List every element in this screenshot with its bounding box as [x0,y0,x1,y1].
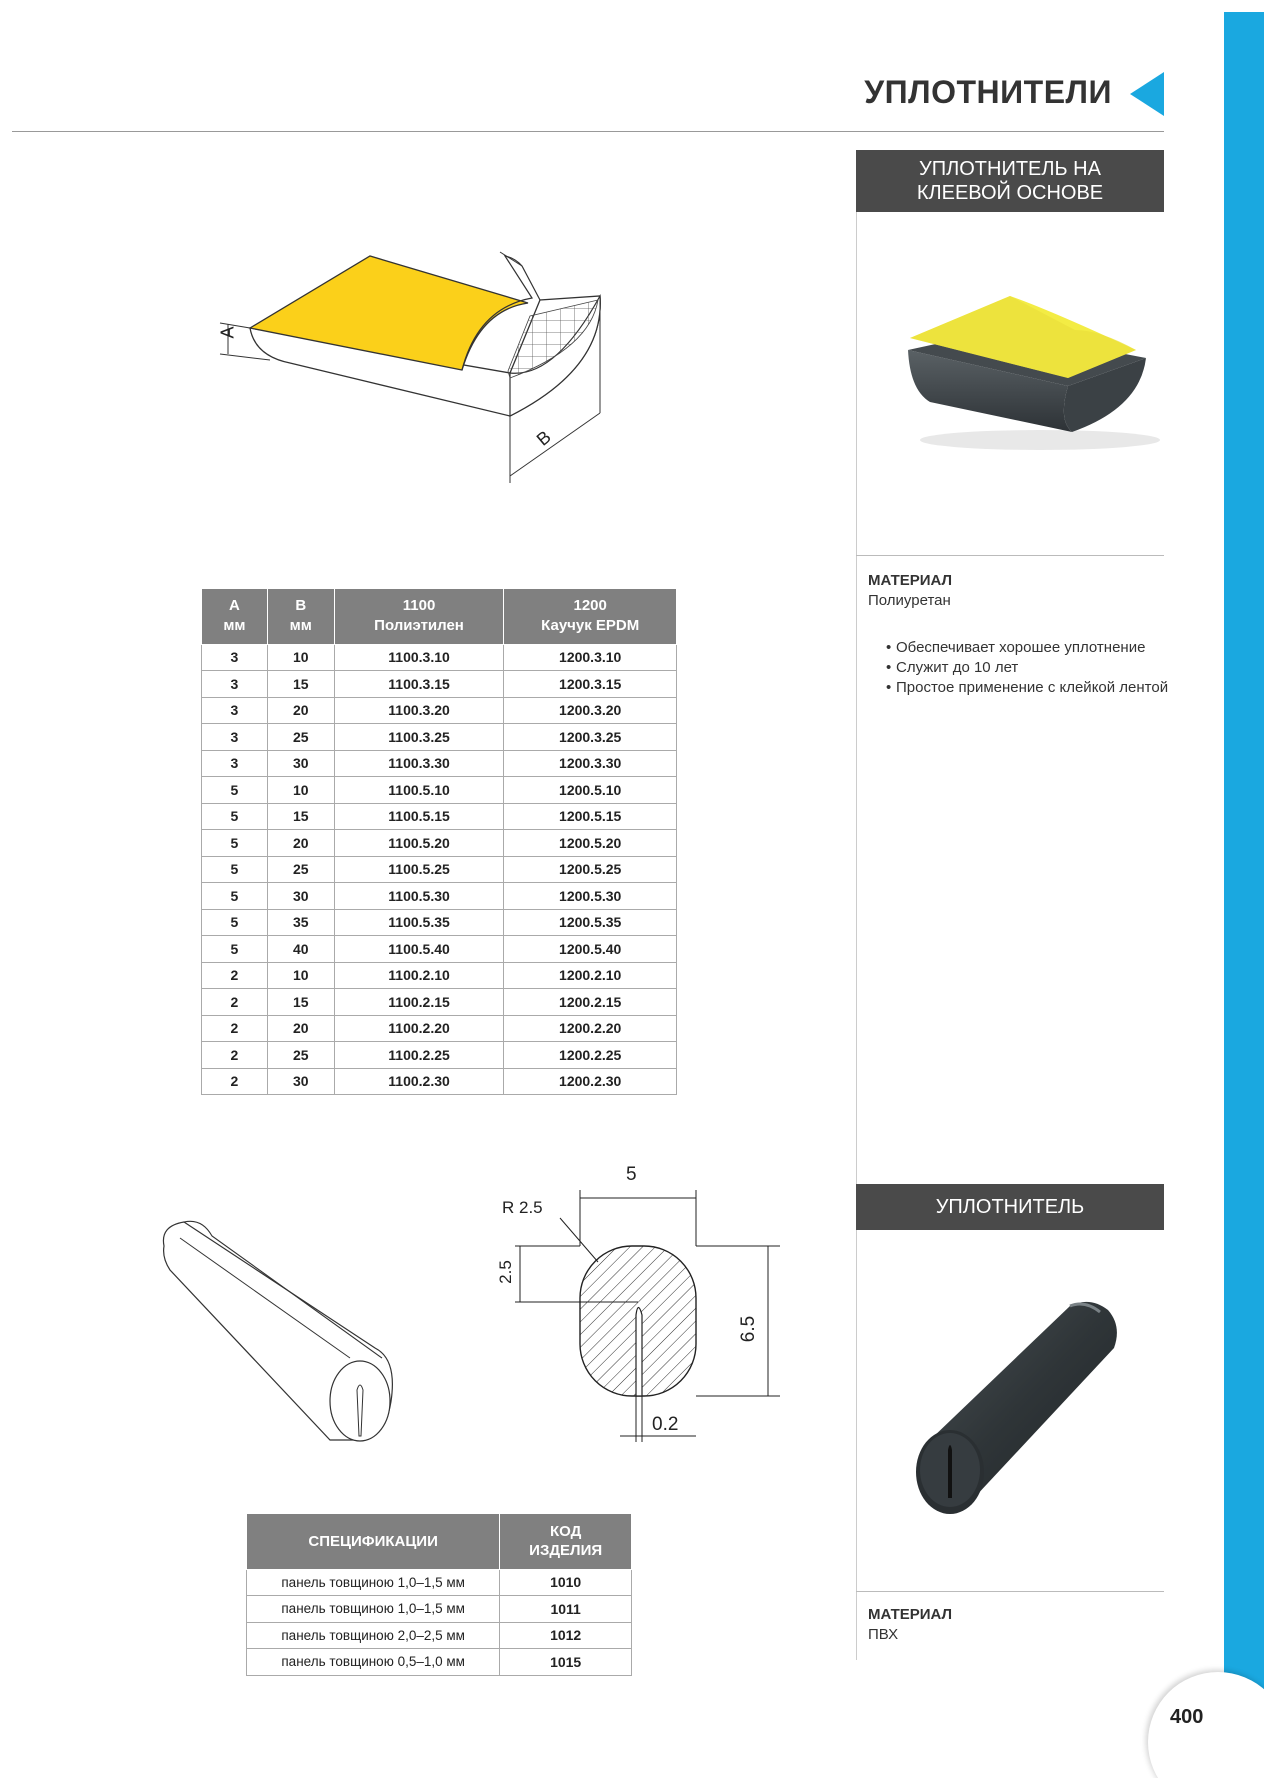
table-cell: 10 [267,644,334,671]
table-cell: 20 [267,830,334,857]
table-row [202,936,677,963]
spec-cell: панель товщиною 0,5–1,0 мм [247,1649,500,1676]
material-label: МАТЕРИАЛ [868,572,953,589]
dimension-a-label: A [217,326,238,339]
table-cell: 3 [202,724,268,751]
section-title-line: УПЛОТНИТЕЛЬ НА [919,158,1101,180]
section-title-line: УПЛОТНИТЕЛЬ [935,1196,1085,1218]
table-header-row [247,1514,632,1569]
table-cell: 3 [202,750,268,777]
table-cell: 1100.2.15 [334,989,504,1016]
header-line: мм [223,617,246,635]
profile-height-label: 6.5 [738,1315,760,1343]
sidebar-divider [856,555,1164,556]
table-header-row [202,589,677,644]
header-line: 1200 [573,597,607,615]
seal-size-table [201,589,677,1095]
table-cell: 1200.2.10 [504,962,677,989]
spec-cell: панель товщиною 1,0–1,5 мм [247,1569,500,1596]
column-header-code [500,1514,632,1569]
header-line: 1100 [402,597,436,615]
table-cell: 3 [202,671,268,698]
table-cell: 5 [202,856,268,883]
table-cell: 5 [202,777,268,804]
table-cell: 3 [202,644,268,671]
table-cell: 35 [267,909,334,936]
adhesive-seal-photo [900,290,1160,460]
table-cell: 30 [267,883,334,910]
profile-slot-depth-label: 2.5 [495,1260,515,1284]
table-cell: 1100.5.20 [334,830,504,857]
table-cell: 1200.3.20 [504,697,677,724]
table-cell: 2 [202,989,268,1016]
table-cell: 30 [267,750,334,777]
table-cell: 1200.5.25 [504,856,677,883]
column-header-1100 [334,589,504,644]
table-cell: 1100.3.15 [334,671,504,698]
table-cell: 5 [202,883,268,910]
material-label: МАТЕРИАЛ [868,1606,953,1623]
table-row [202,989,677,1016]
table-row [202,1015,677,1042]
table-row [202,830,677,857]
blue-edge-strip [1224,12,1264,1778]
table-cell: 1200.3.25 [504,724,677,751]
table-row [247,1569,632,1596]
column-header-a [202,589,268,644]
table-cell: 2 [202,1015,268,1042]
table-cell: 5 [202,830,268,857]
sidebar-divider [856,1591,1164,1592]
table-row [202,750,677,777]
table-cell: 3 [202,697,268,724]
table-cell: 20 [267,1015,334,1042]
product-code-cell: 1011 [500,1596,632,1623]
table-row [247,1649,632,1676]
product-code-cell: 1010 [500,1569,632,1596]
table-cell: 1100.5.35 [334,909,504,936]
column-header-b [267,589,334,644]
specification-table [246,1514,632,1676]
header-line: A [229,597,240,615]
header-line: СПЕЦИФИКАЦИИ [308,1532,438,1550]
table-cell: 1100.5.15 [334,803,504,830]
table-row [202,644,677,671]
edge-seal-drawing [150,1208,410,1468]
product-code-cell: 1012 [500,1622,632,1649]
feature-item: • Служит до 10 лет [886,658,1176,678]
table-cell: 1100.5.25 [334,856,504,883]
column-header-spec [247,1514,500,1569]
header-divider [12,131,1164,132]
table-cell: 1200.5.15 [504,803,677,830]
table-cell: 5 [202,803,268,830]
sidebar-section-title [856,150,1164,212]
table-cell: 1200.5.20 [504,830,677,857]
header-line: Полиэтилен [374,617,464,635]
edge-seal-photo [910,1290,1130,1530]
material-value: ПВХ [868,1626,899,1643]
adhesive-seal-drawing [210,248,610,498]
spec-cell: панель товщиною 2,0–2,5 мм [247,1622,500,1649]
table-cell: 1200.2.30 [504,1068,677,1095]
table-cell: 1100.2.10 [334,962,504,989]
table-row [202,962,677,989]
table-row [202,856,677,883]
header-line: B [295,597,307,615]
table-cell: 25 [267,856,334,883]
table-cell: 1100.3.25 [334,724,504,751]
sidebar-section-title [856,1184,1164,1230]
sidebar-left-rule [856,212,857,1660]
table-cell: 1100.5.30 [334,883,504,910]
table-cell: 30 [267,1068,334,1095]
feature-item: • Простое применение с клейкой лентой [886,678,1176,698]
table-cell: 1200.3.30 [504,750,677,777]
table-cell: 1100.5.40 [334,936,504,963]
table-cell: 20 [267,697,334,724]
table-cell: 2 [202,1042,268,1069]
material-value: Полиуретан [868,592,951,609]
table-cell: 10 [267,777,334,804]
table-cell: 5 [202,936,268,963]
table-cell: 1100.3.20 [334,697,504,724]
spec-cell: панель товщиною 1,0–1,5 мм [247,1596,500,1623]
table-cell: 1200.3.15 [504,671,677,698]
table-cell: 1100.2.30 [334,1068,504,1095]
dimension-b-label: B [532,426,555,450]
table-row [202,671,677,698]
table-cell: 1200.2.25 [504,1042,677,1069]
table-row [247,1622,632,1649]
feature-list [886,638,1176,698]
product-code-cell: 1015 [500,1649,632,1676]
table-cell: 1100.5.10 [334,777,504,804]
table-cell: 1200.2.20 [504,1015,677,1042]
header-line: Каучук EPDM [541,617,640,635]
section-title-line: КЛЕЕВОЙ ОСНОВЕ [916,182,1104,204]
table-cell: 1200.5.40 [504,936,677,963]
table-row [202,803,677,830]
table-cell: 2 [202,962,268,989]
table-cell: 15 [267,671,334,698]
table-row [202,1068,677,1095]
header-line: КОД [550,1523,582,1541]
table-cell: 1100.3.30 [334,750,504,777]
table-cell: 25 [267,724,334,751]
profile-gap-label: 0.2 [652,1414,679,1435]
header-line: ИЗДЕЛИЯ [529,1542,603,1560]
table-cell: 15 [267,803,334,830]
table-cell: 2 [202,1068,268,1095]
table-row [202,1042,677,1069]
header-line: мм [289,617,312,635]
table-row [202,724,677,751]
table-cell: 40 [267,936,334,963]
table-row [202,883,677,910]
table-cell: 1200.2.15 [504,989,677,1016]
triangle-arrow-icon [1130,72,1164,116]
table-row [202,909,677,936]
feature-item: • Обеспечивает хорошее уплотнение [886,638,1176,658]
table-cell: 10 [267,962,334,989]
page-number: 400 [1170,1706,1204,1728]
table-cell: 1200.3.10 [504,644,677,671]
table-cell: 5 [202,909,268,936]
table-row [202,697,677,724]
table-cell: 1200.5.35 [504,909,677,936]
table-row [247,1596,632,1623]
profile-radius-label: R 2.5 [502,1198,543,1217]
table-cell: 25 [267,1042,334,1069]
table-cell: 1100.3.10 [334,644,504,671]
table-cell: 1100.2.25 [334,1042,504,1069]
table-row [202,777,677,804]
table-cell: 1200.5.30 [504,883,677,910]
table-cell: 15 [267,989,334,1016]
table-cell: 1100.2.20 [334,1015,504,1042]
column-header-1200 [504,589,677,644]
table-cell: 1200.5.10 [504,777,677,804]
page-title: УПЛОТНИТЕЛИ [864,74,1112,110]
profile-width-label: 5 [626,1164,637,1185]
